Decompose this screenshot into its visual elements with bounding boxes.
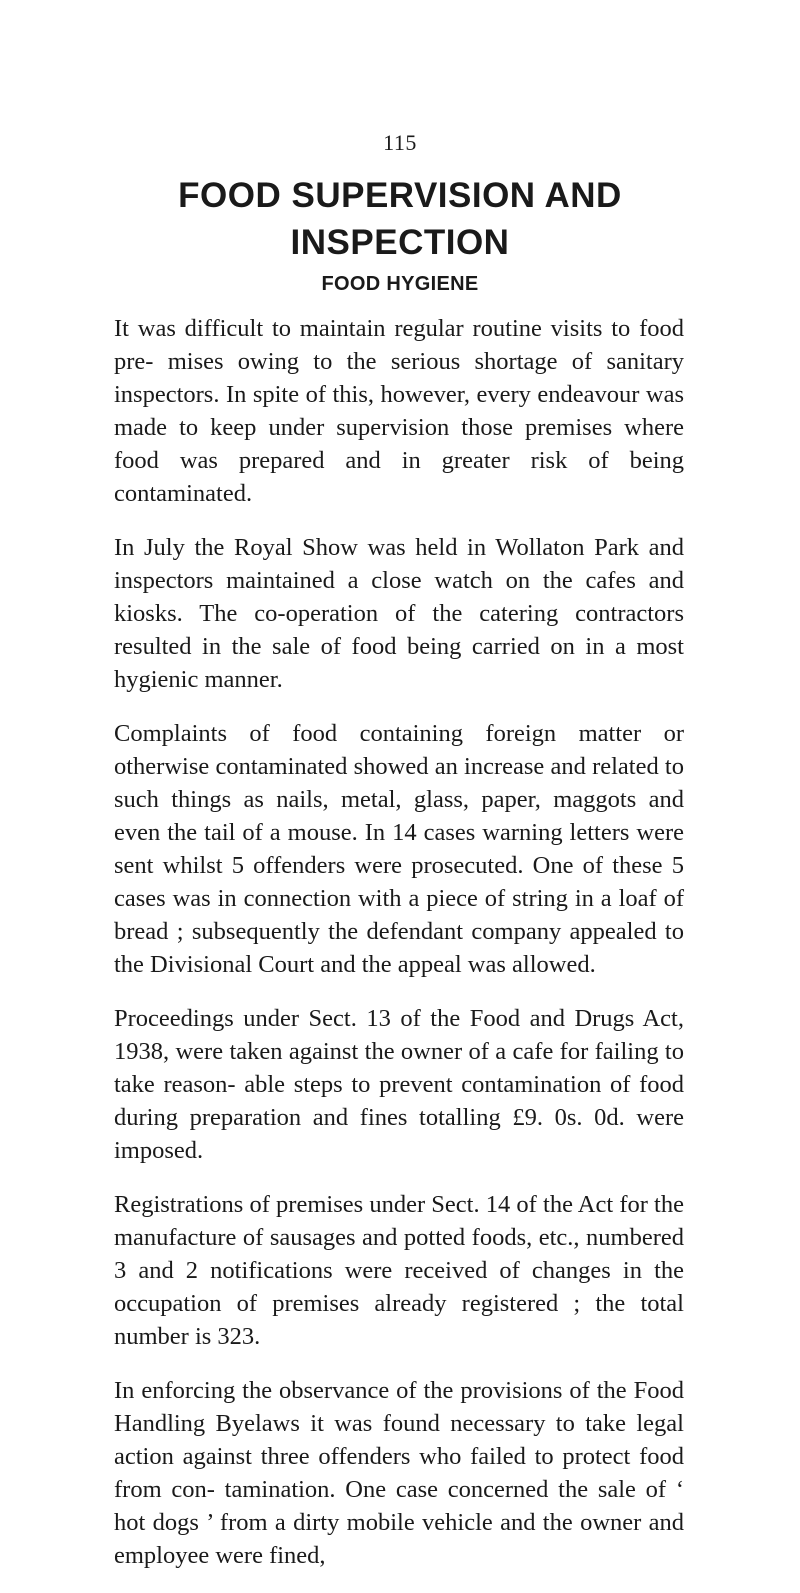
paragraph-4: Proceedings under Sect. 13 of the Food and Drugs Act, 1938, were taken against the owner of a cafe for failing to take reason- able steps to prevent contamination of food during preparation and fines totalling £9. 0s. 0d. were imposed.: [114, 1005, 684, 1164]
section-heading: FOOD HYGIENE: [321, 273, 479, 295]
page-title-line-2: INSPECTION: [290, 223, 510, 262]
paragraph-1: It was difficult to maintain regular routine visits to food pre- mises owing to the serious shortage of sanitary inspectors. In spite of this, however, every endeavour was made to keep under supervision those premises where food was prepared and in greater risk of being contaminated.: [114, 315, 684, 507]
page-title: [0, 172, 800, 266]
paragraph-2: In July the Royal Show was held in Wollaton Park and inspectors maintained a close watch on the cafes and kiosks. The co-operation of the catering contractors resulted in the sale of food being carried on in a most hygienic manner.: [114, 534, 684, 693]
paragraph-6: In enforcing the observance of the provisions of the Food Handling Byelaws it was found necessary to take legal action against three offenders who failed to protect food from con- tamination. One case concerned the sale of ‘ hot dogs ’ from a dirty mobile vehicle and the owner and employee were fined,: [114, 1377, 684, 1569]
paragraph-3: Complaints of food containing foreign matter or otherwise contaminated showed an increase and related to such things as nails, metal, glass, paper, maggots and even the tail of a mouse. In 14 cases warning letters were sent whilst 5 offenders were prosecuted. One of these 5 cases was in connection with a piece of string in a loaf of bread ; subsequently the defendant company appealed to the Divisional Court and the appeal was allowed.: [114, 720, 684, 978]
paragraph-5: Registrations of premises under Sect. 14 of the Act for the manufacture of sausages and potted foods, etc., numbered 3 and 2 notifications were received of changes in the occupation of premises already registered ; the total number is 323.: [114, 1191, 684, 1350]
page-title-line-1: FOOD SUPERVISION AND: [178, 176, 622, 215]
body-text: [114, 312, 684, 1593]
page-number: 115: [383, 130, 417, 155]
